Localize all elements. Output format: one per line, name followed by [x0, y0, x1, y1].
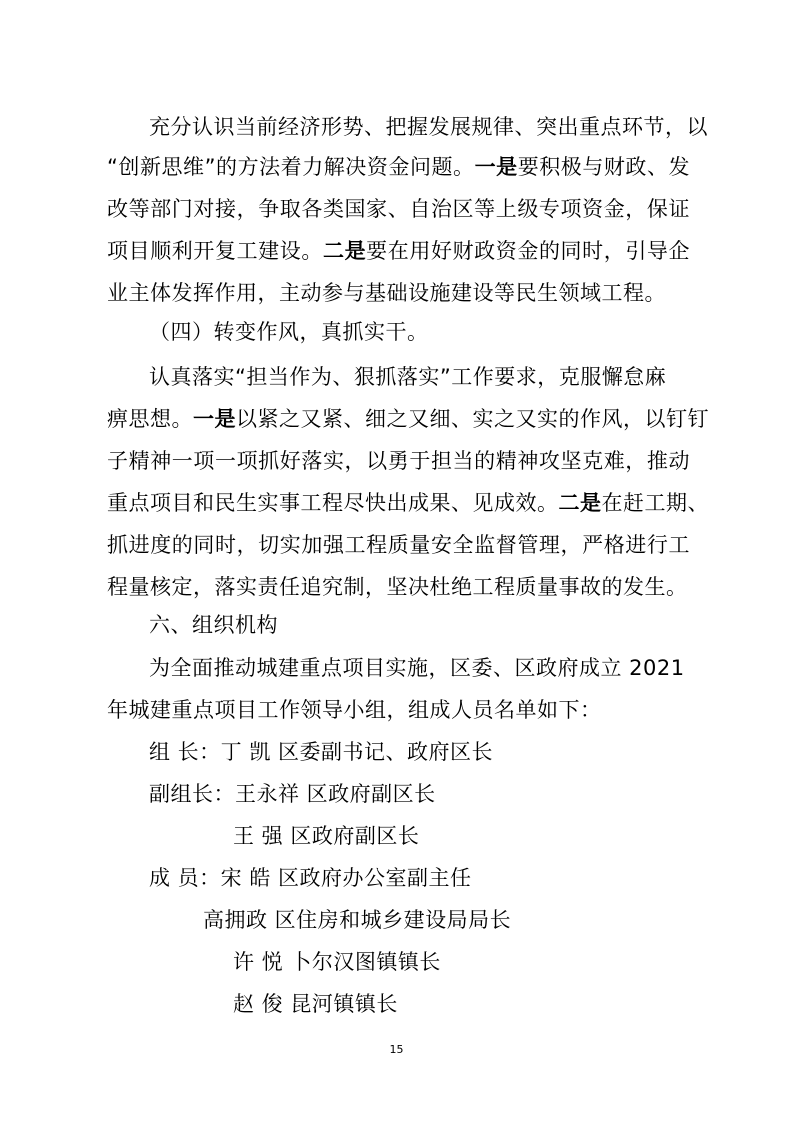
text-line: 为全面推动城建重点项目实施，区委、区政府成立 2021: [149, 656, 685, 680]
member-leader: 组 长：丁 凯 区委副书记、政府区长: [149, 740, 494, 764]
text-line: 改等部门对接，争取各类国家、自治区等上级专项资金，保证: [107, 197, 690, 221]
section-heading-4: （四）转变作风，真抓实干。: [149, 320, 429, 344]
text-line: 抓进度的同时，切实加强工程质量安全监督管理，严格进行工: [107, 533, 690, 557]
member-deputy: 副组长：王永祥 区政府副区长: [149, 782, 436, 806]
member-member: 赵 俊 昆河镇镇长: [233, 992, 398, 1016]
text-line: 充分认识当前经济形势、把握发展规律、突出重点环节，以: [149, 115, 708, 139]
text-line: 子精神一项一项抓好落实，以勇于担当的精神攻坚克难，推动: [107, 449, 690, 473]
text-line: 程量核定，落实责任追究制，坚决杜绝工程质量事故的发生。: [107, 575, 688, 599]
member-member: 许 悦 卜尔汉图镇镇长: [233, 950, 441, 974]
section-heading-6: 六、组织机构: [149, 613, 278, 637]
page-number: 15: [389, 1043, 404, 1056]
text-line: 年城建重点项目工作领导小组，组成人员名单如下：: [107, 698, 602, 722]
member-member: 高拥政 区住房和城乡建设局局长: [203, 908, 512, 932]
text-line: 项目顺利开复工建设。二是要在用好财政资金的同时，引导企: [107, 239, 691, 263]
text-line: “创新思维”的方法着力解决资金问题。一是要积极与财政、发: [107, 155, 691, 179]
member-deputy: 王 强 区政府副区长: [233, 824, 420, 848]
text-line: 业主体发挥作用，主动参与基础设施建设等民生领域工程。: [107, 281, 666, 305]
text-line: 痹思想。一是以紧之又紧、细之又细、实之又实的作风，以钉钉: [107, 407, 709, 431]
member-member: 成 员：宋 皓 区政府办公室副主任: [149, 866, 472, 890]
text-line: 认真落实“担当作为、狠抓落实”工作要求，克服懈怠麻: [149, 365, 667, 389]
text-line: 重点项目和民生实事工程尽快出成果、见成效。二是在赶工期、: [107, 491, 709, 515]
